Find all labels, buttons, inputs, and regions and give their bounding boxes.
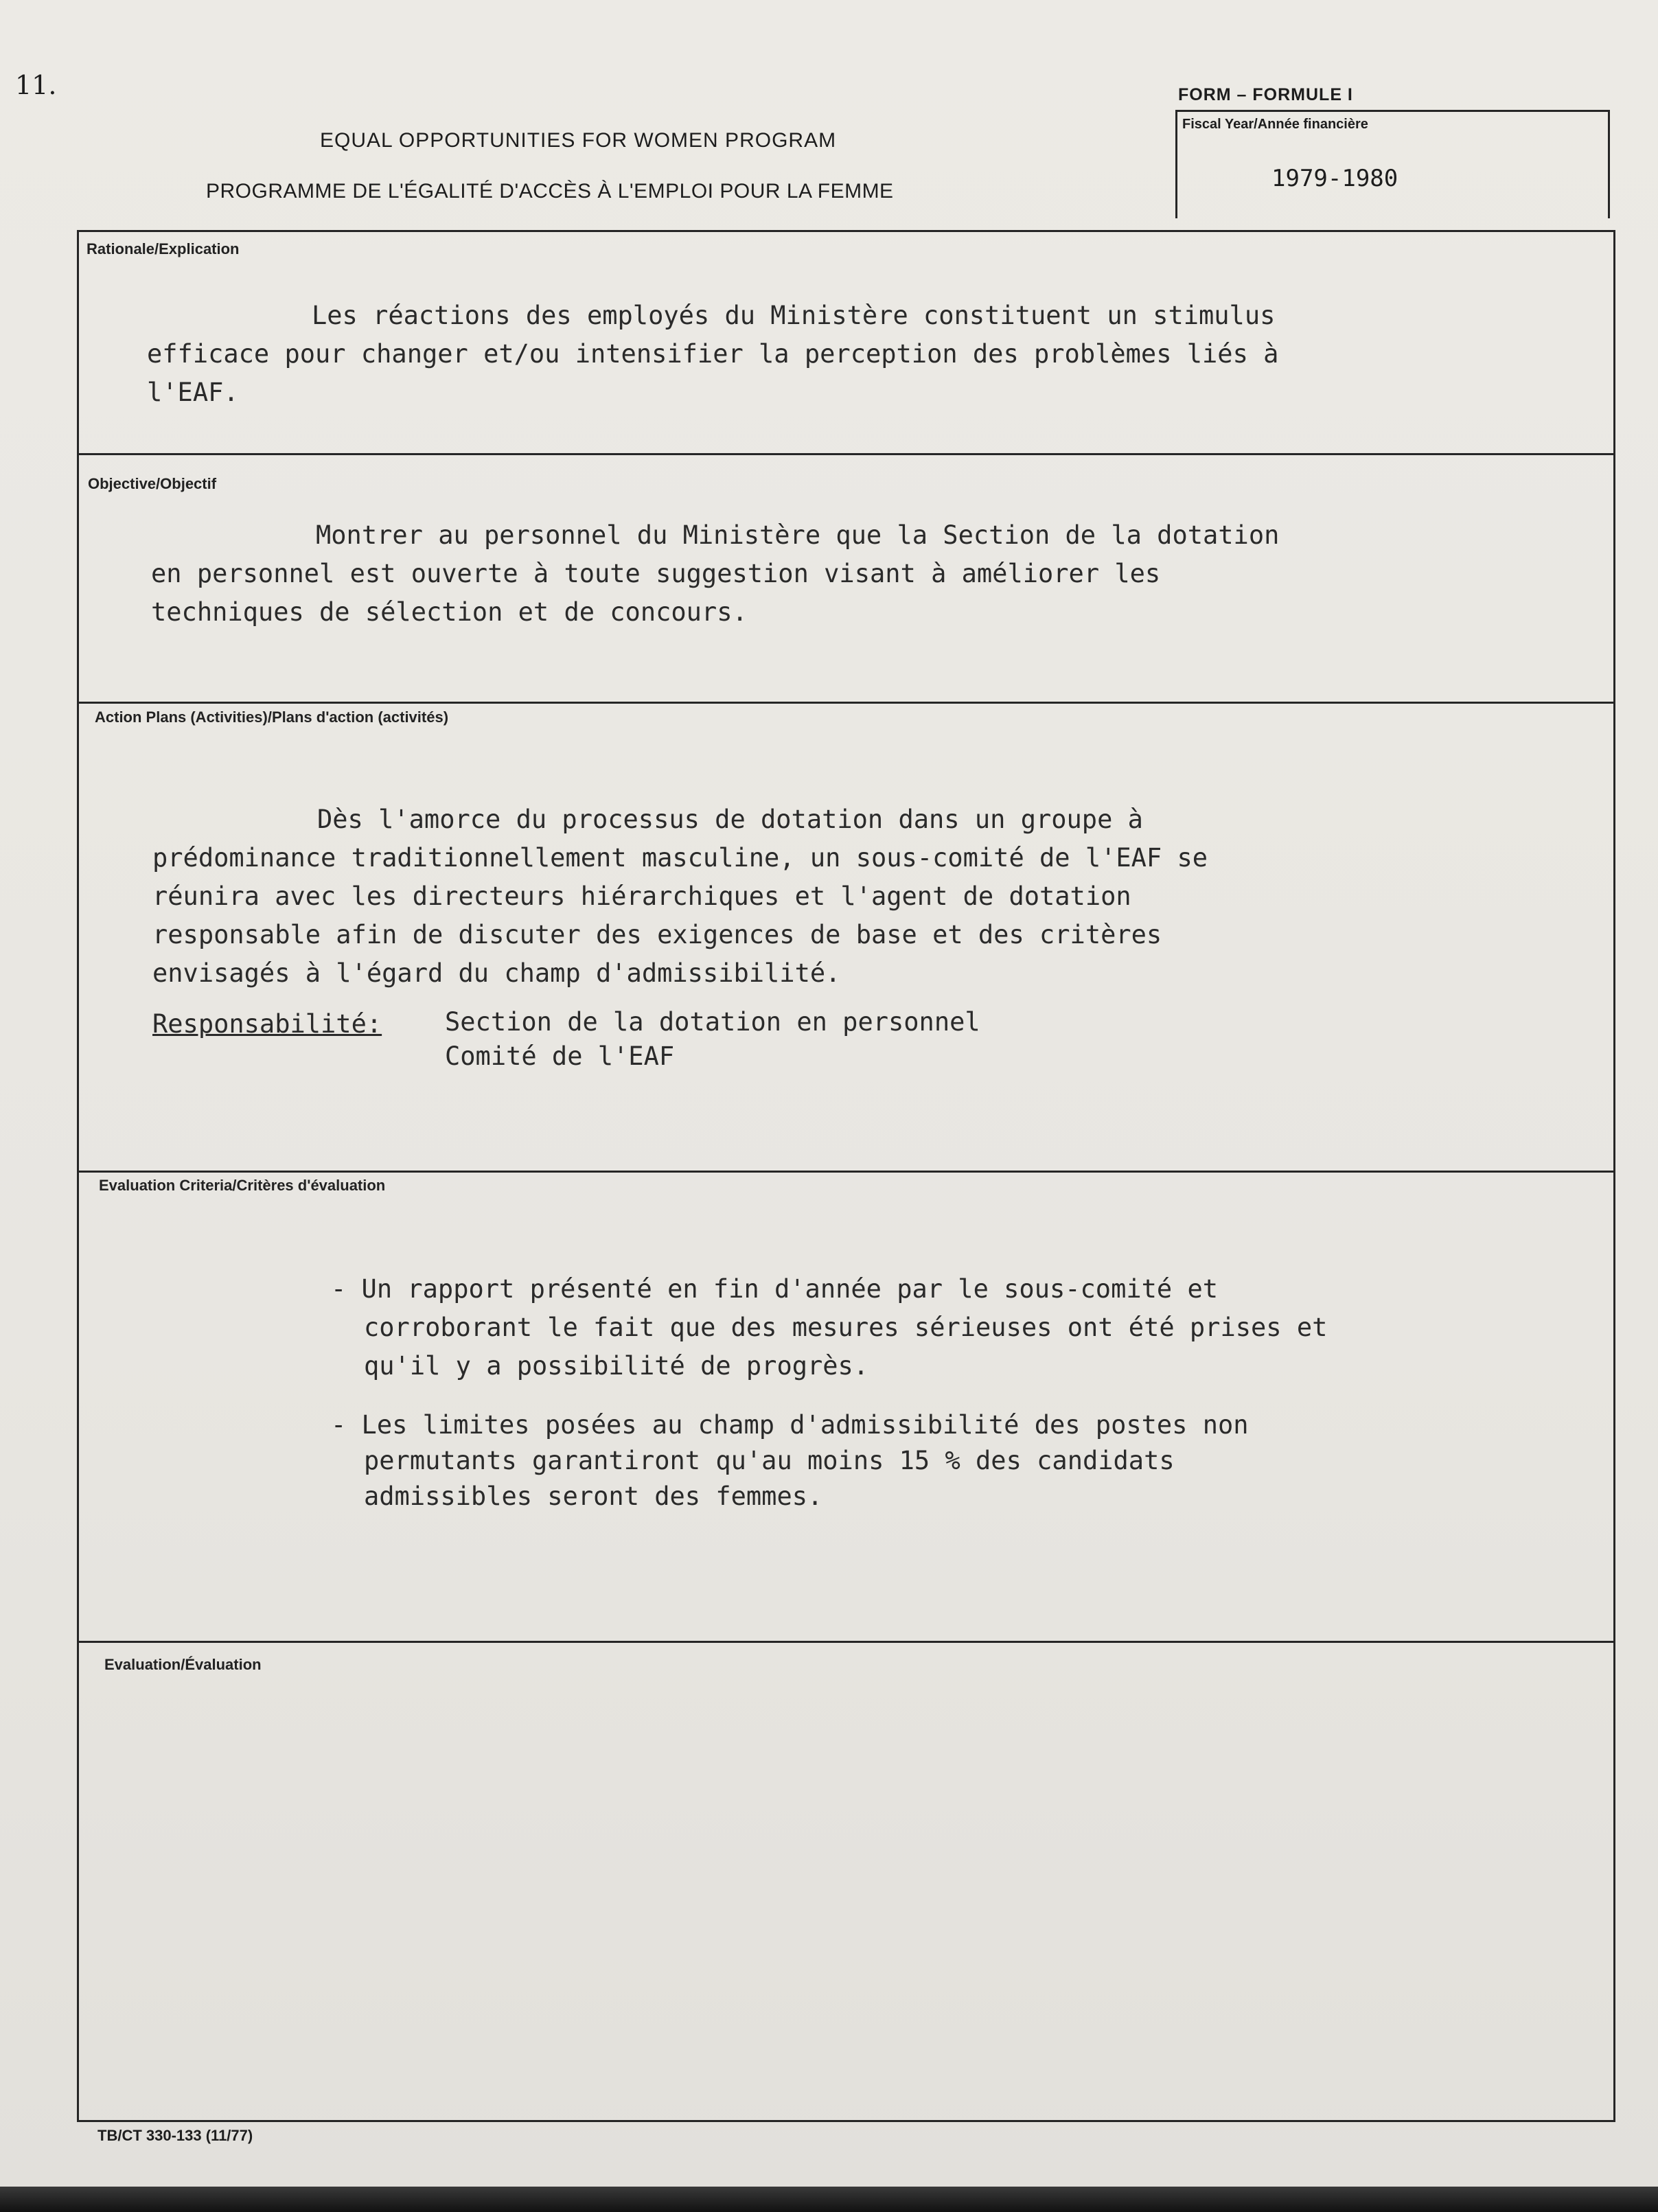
divider-action-plans	[77, 702, 1613, 704]
page-edge-shadow	[0, 2187, 1658, 2212]
criteria-line: - Un rapport présenté en fin d'année par le sous-comité et	[331, 1274, 1219, 1304]
criteria-bullet	[331, 1270, 1327, 1385]
objective-line: en personnel est ouverte à toute suggestion visant à améliorer les	[151, 559, 1161, 588]
form-code: TB/CT 330-133 (11/77)	[97, 2127, 253, 2144]
divider-evaluation	[77, 1641, 1613, 1643]
rationale-text	[147, 297, 1278, 412]
criteria-line: permutants garantiront qu'au moins 15 % des candidats	[364, 1446, 1175, 1475]
form-left-rule	[77, 230, 79, 2121]
evaluation-label: Evaluation/Évaluation	[104, 1656, 262, 1673]
action-plans-line: Dès l'amorce du processus de dotation dans un groupe à	[317, 805, 1143, 834]
criteria-line: corroborant le fait que des mesures sérieuses ont été prises et	[364, 1313, 1328, 1342]
responsibility-value: Comité de l'EAF	[445, 1041, 675, 1071]
fiscal-year-value: 1979-1980	[1271, 165, 1398, 192]
rationale-line: efficace pour changer et/ou intensifier la perception des problèmes liés à	[147, 339, 1279, 369]
objective-text	[151, 516, 1279, 632]
action-plans-line: responsable afin de discuter des exigences de base et des critères	[152, 920, 1162, 949]
criteria-bullet	[331, 1407, 1249, 1514]
form-top-rule	[77, 230, 1613, 232]
objective-label: Objective/Objectif	[88, 475, 217, 492]
rationale-line: l'EAF.	[147, 378, 239, 407]
action-plans-line: prédominance traditionnellement masculine, un sous-comité de l'EAF se	[152, 843, 1208, 873]
program-title-fr: PROGRAMME DE L'ÉGALITÉ D'ACCÈS À L'EMPLOI POUR LA FEMME	[206, 180, 894, 203]
fiscal-year-label: Fiscal Year/Année financière	[1182, 117, 1368, 132]
action-plans-line: réunira avec les directeurs hiérarchiques et l'agent de dotation	[152, 882, 1131, 911]
objective-line: techniques de sélection et de concours.	[151, 597, 748, 627]
criteria-line: admissibles seront des femmes.	[364, 1482, 823, 1511]
form-bottom-rule	[77, 2120, 1615, 2122]
form-label: FORM – FORMULE I	[1178, 85, 1353, 104]
action-plans-line: envisagés à l'égard du champ d'admissibilité.	[152, 958, 841, 988]
divider-objective	[77, 453, 1613, 455]
action-plans-text	[152, 800, 1208, 993]
responsibility-value: Section de la dotation en personnel	[445, 1007, 980, 1037]
rationale-line: Les réactions des employés du Ministère constituent un stimulus	[312, 301, 1276, 330]
evaluation-criteria-label: Evaluation Criteria/Critères d'évaluation	[99, 1177, 386, 1194]
divider-evaluation-criteria	[77, 1171, 1613, 1173]
responsibility-label: Responsabilité:	[152, 1009, 382, 1039]
header-top-rule	[1175, 110, 1609, 112]
program-title-en: EQUAL OPPORTUNITIES FOR WOMEN PROGRAM	[320, 129, 837, 152]
header-right-rule	[1608, 110, 1610, 218]
criteria-line: qu'il y a possibilité de progrès.	[364, 1351, 869, 1381]
rationale-label: Rationale/Explication	[87, 240, 240, 257]
responsibility-values	[445, 1005, 980, 1074]
objective-line: Montrer au personnel du Ministère que la Section de la dotation	[316, 520, 1280, 550]
action-plans-label: Action Plans (Activities)/Plans d'action (activités)	[95, 708, 449, 726]
responsibility-block	[152, 1005, 382, 1044]
page-number: 11.	[15, 70, 57, 100]
form-right-rule	[1613, 230, 1615, 2121]
fiscal-year-divider	[1175, 110, 1177, 218]
criteria-line: - Les limites posées au champ d'admissibilité des postes non	[331, 1410, 1249, 1440]
